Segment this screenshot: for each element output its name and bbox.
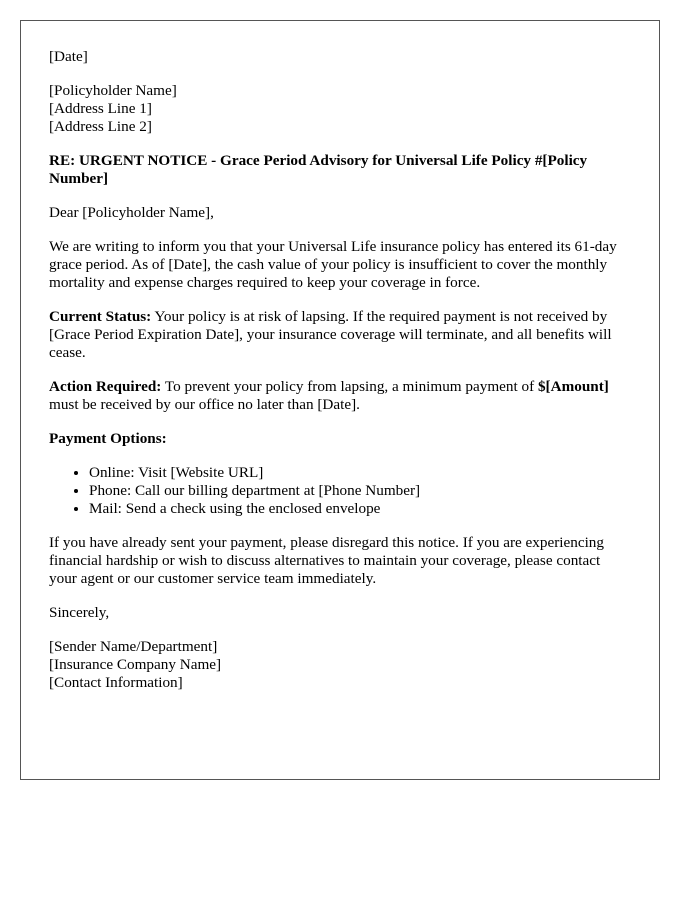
action-required-paragraph [49, 378, 631, 414]
recipient-address-line-2: [Address Line 2] [49, 118, 152, 135]
current-status-label: Current Status: [49, 308, 152, 325]
payment-option-online: • Online: Visit [Website URL] [89, 464, 631, 482]
payment-options-heading: Payment Options: [49, 430, 167, 447]
sender-company: [Insurance Company Name] [49, 656, 222, 673]
recipient-address [49, 82, 631, 136]
letter-page [20, 20, 660, 780]
salutation: Dear [Policyholder Name], [49, 204, 214, 221]
payment-amount: $[Amount] [537, 378, 609, 395]
current-status-paragraph [49, 308, 631, 362]
payment-options-list [49, 464, 631, 518]
sender-name: [Sender Name/Department] [49, 638, 218, 655]
payment-option-phone: • Phone: Call our billing department at [Phone Number] [89, 482, 631, 500]
sender-block [49, 638, 631, 692]
current-status-text: Your policy is at risk of lapsing. If the required payment is not received by [Grace Period Expiration Date], your insurance coverage will terminate, and all benefits will cease. [49, 308, 612, 361]
action-required-text-before: To prevent your policy from lapsing, a minimum payment of [161, 378, 538, 395]
closing-paragraph: If you have already sent your payment, please disregard this notice. If you are experiencing financial hardship or wish to discuss alternatives to maintain your coverage, please contact your agent or our customer service team immediately. [49, 534, 604, 587]
recipient-address-line-1: [Address Line 1] [49, 100, 152, 117]
intro-paragraph: We are writing to inform you that your Universal Life insurance policy has entered its 61-day grace period. As of [Date], the cash value of your policy is insufficient to cover the monthly mortality and expense charges required to keep your coverage in force. [49, 238, 617, 291]
action-required-label: Action Required: [49, 378, 162, 395]
action-required-text-after: must be received by our office no later than [Date]. [49, 396, 360, 413]
subject-line: RE: URGENT NOTICE - Grace Period Advisory for Universal Life Policy #[Policy Number] [49, 152, 588, 187]
sender-contact: [Contact Information] [49, 674, 183, 691]
sign-off: Sincerely, [49, 604, 110, 621]
recipient-name: [Policyholder Name] [49, 82, 177, 99]
payment-option-mail: • Mail: Send a check using the enclosed envelope [89, 500, 631, 518]
letter-date: [Date] [49, 48, 88, 65]
